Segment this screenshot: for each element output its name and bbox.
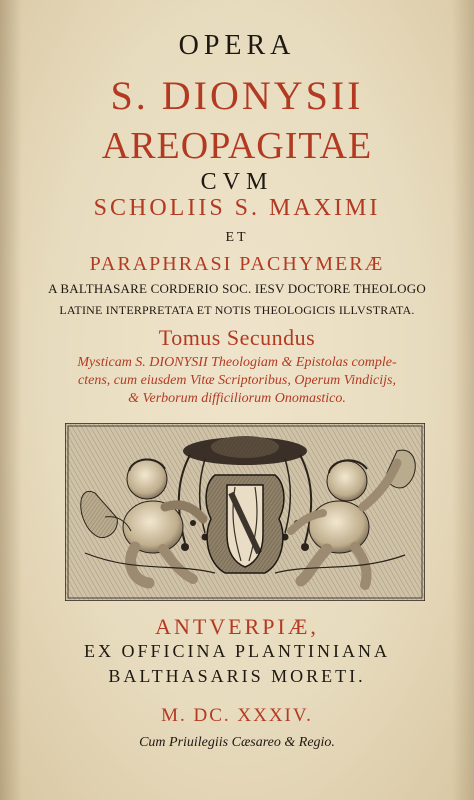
imprint-year: M. DC. XXXIV. <box>161 705 313 726</box>
title-scholia: SCHOLIIS S. MAXIMI <box>93 195 381 221</box>
contents-line-1: Mysticam S. DIONYSII Theologiam & Epistolas comple- <box>77 355 397 370</box>
imprint-printer-1: EX OFFICINA PLANTINIANA <box>84 641 390 661</box>
imprint-privilege: Cum Priuilegiis Cæsareo & Regio. <box>139 735 335 750</box>
coat-of-arms-shield-icon <box>206 475 284 573</box>
title-cum: CVM <box>200 169 274 195</box>
title-epithet: AREOPAGITAE <box>101 125 373 167</box>
contents-line-2: ctens, cum eiusdem Vitæ Scriptoribus, Operum Vindicijs, <box>78 373 396 388</box>
imprint-printer-2: BALTHASARIS MORETI. <box>108 666 366 686</box>
volume-label: Tomus Secundus <box>158 325 316 350</box>
title-translator: A BALTHASARE CORDERIO SOC. IESV DOCTORE THEOLOGO <box>48 281 426 296</box>
title-author: S. DIONYSII <box>110 73 364 118</box>
cherubs-coat-of-arms-engraving <box>65 423 425 601</box>
contents-line-3: & Verborum difficiliorum Onomastico. <box>128 391 346 406</box>
imprint-place: ANTVERPIÆ, <box>155 614 319 639</box>
title-latine: LATINE INTERPRETATA ET NOTIS THEOLOGICIS ILLVSTRATA. <box>59 303 415 317</box>
title-opera: OPERA <box>178 30 296 61</box>
title-paraphrase: PARAPHRASI PACHYMERÆ <box>89 253 385 275</box>
title-et: ET <box>225 230 249 245</box>
